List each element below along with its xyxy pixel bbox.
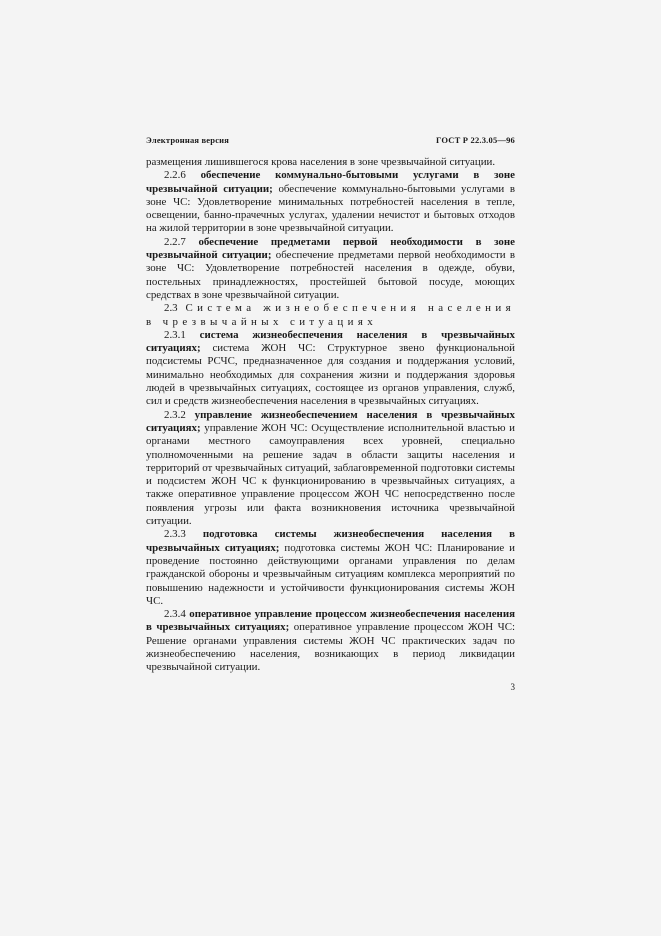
header-left: Электронная версия [146, 135, 230, 145]
definition: подготовка системы ЖОН ЧС: Планирование и проведение постоянно действующими органами управления по делам гражданской обороны и чрезвычайным ситуациям комплекса мероприятий по повышению надежности и устойчивости функционирования системы ЖОН ЧС. [146, 541, 515, 607]
term: управление жизнеобеспечением населения в чрезвычайных ситуациях; [146, 408, 515, 434]
section-heading-2-3 [146, 302, 515, 329]
definition: оперативное управление процессом ЖОН ЧС: Решение органами управления системы ЖОН ЧС практических задач по жизнеобеспечению населения, возникающих в период ликвидации чрезвычайной ситуации. [146, 621, 515, 674]
definition: обеспечение коммунально-бытовыми услугами в зоне ЧС: Удовлетворение минимальных потребностей населения в тепле, освещении, банно-прачечных услугах, удалении нечистот и бытовых отходов на жилой территории в зоне чрезвычайной ситуации. [146, 182, 515, 235]
definition: система ЖОН ЧС: Структурное звено функциональной подсистемы РСЧС, предназначенное для создания и поддержания условий, минимально необходимых для сохранения жизни и поддержания здоровья людей в чрезвычайных ситуациях, состоящее из органов управления, служб, сил и средств жизнеобеспечения населения в чрезвычайных ситуациях. [146, 342, 515, 408]
term: оперативное управление процессом жизнеобеспечения населения в чрезвычайных ситуациях; [146, 608, 515, 634]
clause-number: 2.3.3 [164, 528, 186, 541]
clause-number: 2.2.6 [164, 169, 186, 182]
term: система жизнеобеспечения населения в чрезвычайных ситуациях; [146, 328, 515, 355]
term: обеспечение коммунально-бытовыми услугами в зоне чрезвычайной ситуации; [146, 169, 515, 195]
paragraph-continuation: размещения лишившегося крова населения в зоне чрезвычайной ситуации. [146, 156, 496, 168]
clause-number: 2.3.2 [164, 408, 186, 421]
term: обеспечение предметами первой необходимости в зоне чрезвычайной ситуации; [146, 235, 515, 262]
term: подготовка системы жизнеобеспечения населения в чрезвычайных ситуациях; [146, 528, 515, 554]
definition: обеспечение предметами первой необходимости в зоне ЧС: Удовлетворение потребностей населения в одежде, обуви, постельных принадлежностях, простейшей бытовой посуде, моющих средствах в зоне чрезвычайной ситуации. [146, 249, 515, 301]
page-number: 3 [510, 682, 515, 692]
paragraph-2-3-1 [146, 329, 515, 409]
clause-number: 2.3.1 [164, 328, 186, 341]
section-title: Система жизнеобеспечения населения в чрезвычайных ситуациях [146, 302, 516, 328]
document-body [146, 156, 515, 675]
paragraph-2-3-3 [146, 528, 515, 608]
clause-number: 2.2.7 [164, 235, 186, 248]
paragraph-2-3-4 [146, 608, 515, 674]
definition: управление ЖОН ЧС: Осуществление исполнительной властью и органами местного самоуправления всех уровней, специально уполномоченными на решение задач в области защиты населения и территорий от чрезвычайных ситуаций, заблаговременной подготовки системы и подсистем ЖОН ЧС к функционированию в чрезвычайных ситуациях, а также оперативное управление процессом ЖОН ЧС непосредственно после появления угрозы или факта возникновения источника чрезвычайной ситуации. [146, 421, 515, 528]
paragraph-2-3-2 [146, 409, 515, 529]
clause-number: 2.3.4 [164, 608, 186, 621]
header-standard-number: ГОСТ Р 22.3.05—96 [435, 135, 515, 145]
paragraph-2-2-6 [146, 169, 515, 235]
clause-number: 2.3 [164, 302, 178, 315]
paragraph-2-2-7 [146, 236, 515, 302]
